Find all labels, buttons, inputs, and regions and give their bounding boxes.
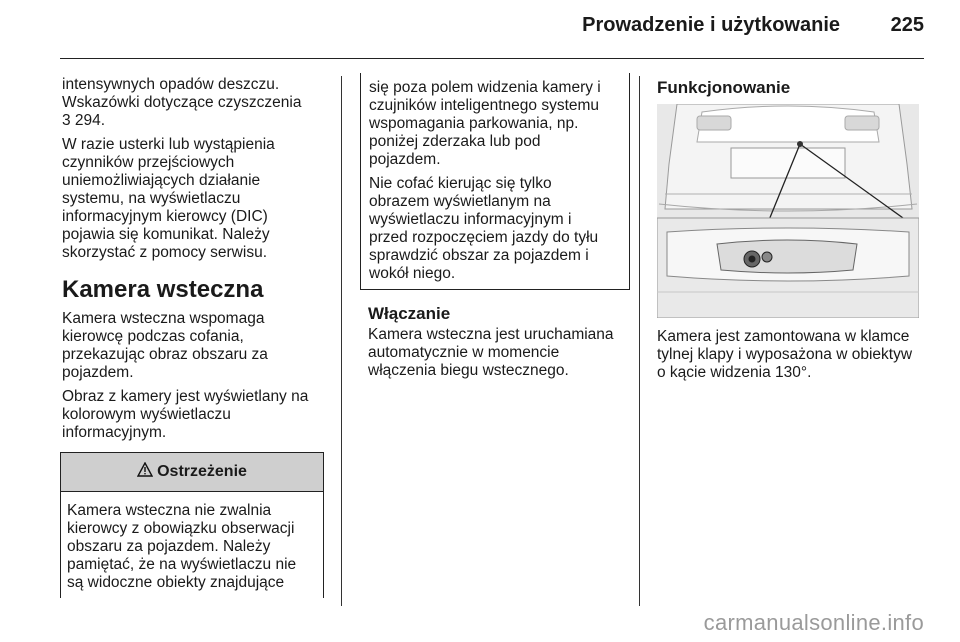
- warning-body: [61, 492, 323, 598]
- page-number: 225: [890, 14, 924, 36]
- paragraph: Kamera wsteczna wspomaga kierowcę podczas cofania, przekazując obraz obszaru za pojazdem.: [62, 310, 268, 381]
- paragraph: intensywnych opadów deszczu. Wskazówki dotyczące czyszczenia 3 294.: [62, 76, 302, 129]
- watermark: carmanualsonline.info: [703, 610, 924, 635]
- column-1: [62, 76, 326, 598]
- section-title: Kamera wsteczna: [62, 276, 264, 303]
- paragraph: W razie usterki lub wystąpienia czynników przejściowych uniemożliwiających działanie systemu, na wyświetlaczu informacyjnym kierowcy (DIC) pojawia się komunikat. Należy skorzystać z pomocy serwisu.: [62, 136, 275, 261]
- header-title: Prowadzenie i użytkowanie: [582, 14, 840, 36]
- paragraph: Kamera wsteczna jest uruchamiana automatycznie w momencie włączenia biegu wstecznego.: [368, 326, 614, 379]
- column-divider-2: [639, 76, 640, 606]
- column-3: [657, 76, 929, 388]
- paragraph: Kamera jest zamontowana w klamce tylnej klapy i wyposażona w obiektyw o kącie widzenia 130°.: [657, 328, 913, 381]
- paragraph: Obraz z kamery jest wyświetlany na kolorowym wyświetlaczu informacyjnym.: [62, 388, 309, 441]
- warning-text: się poza polem widzenia kamery i czujników inteligentnego systemu wspomagania parkowania, np. poniżej zderzaka lub pod pojazdem.: [369, 79, 601, 168]
- warning-box-continued: [360, 73, 630, 290]
- column-2: [368, 76, 628, 386]
- rear-camera-illustration: [657, 104, 919, 318]
- column-divider-1: [341, 76, 342, 606]
- warning-header: [61, 453, 323, 492]
- warning-box: [60, 452, 324, 598]
- warning-triangle-icon: [137, 462, 153, 482]
- warning-text: Kamera wsteczna nie zwalnia kierowcy z obowiązku obserwacji obszaru za pojazdem. Należy pamiętać, że na wyświetlaczu nie są widoczne obiekty znajdujące: [67, 502, 297, 591]
- header-divider: [60, 58, 924, 59]
- warning-title: Ostrzeżenie: [157, 463, 247, 480]
- subsection-title: Włączanie: [368, 304, 451, 323]
- subsection-title: Funkcjonowanie: [657, 78, 791, 97]
- warning-text: Nie cofać kierując się tylko obrazem wyświetlanym na wyświetlaczu informacyjnym i przed rozpoczęciem jazdy do tyłu sprawdzić obszar za pojazdem i wokół niego.: [369, 175, 599, 282]
